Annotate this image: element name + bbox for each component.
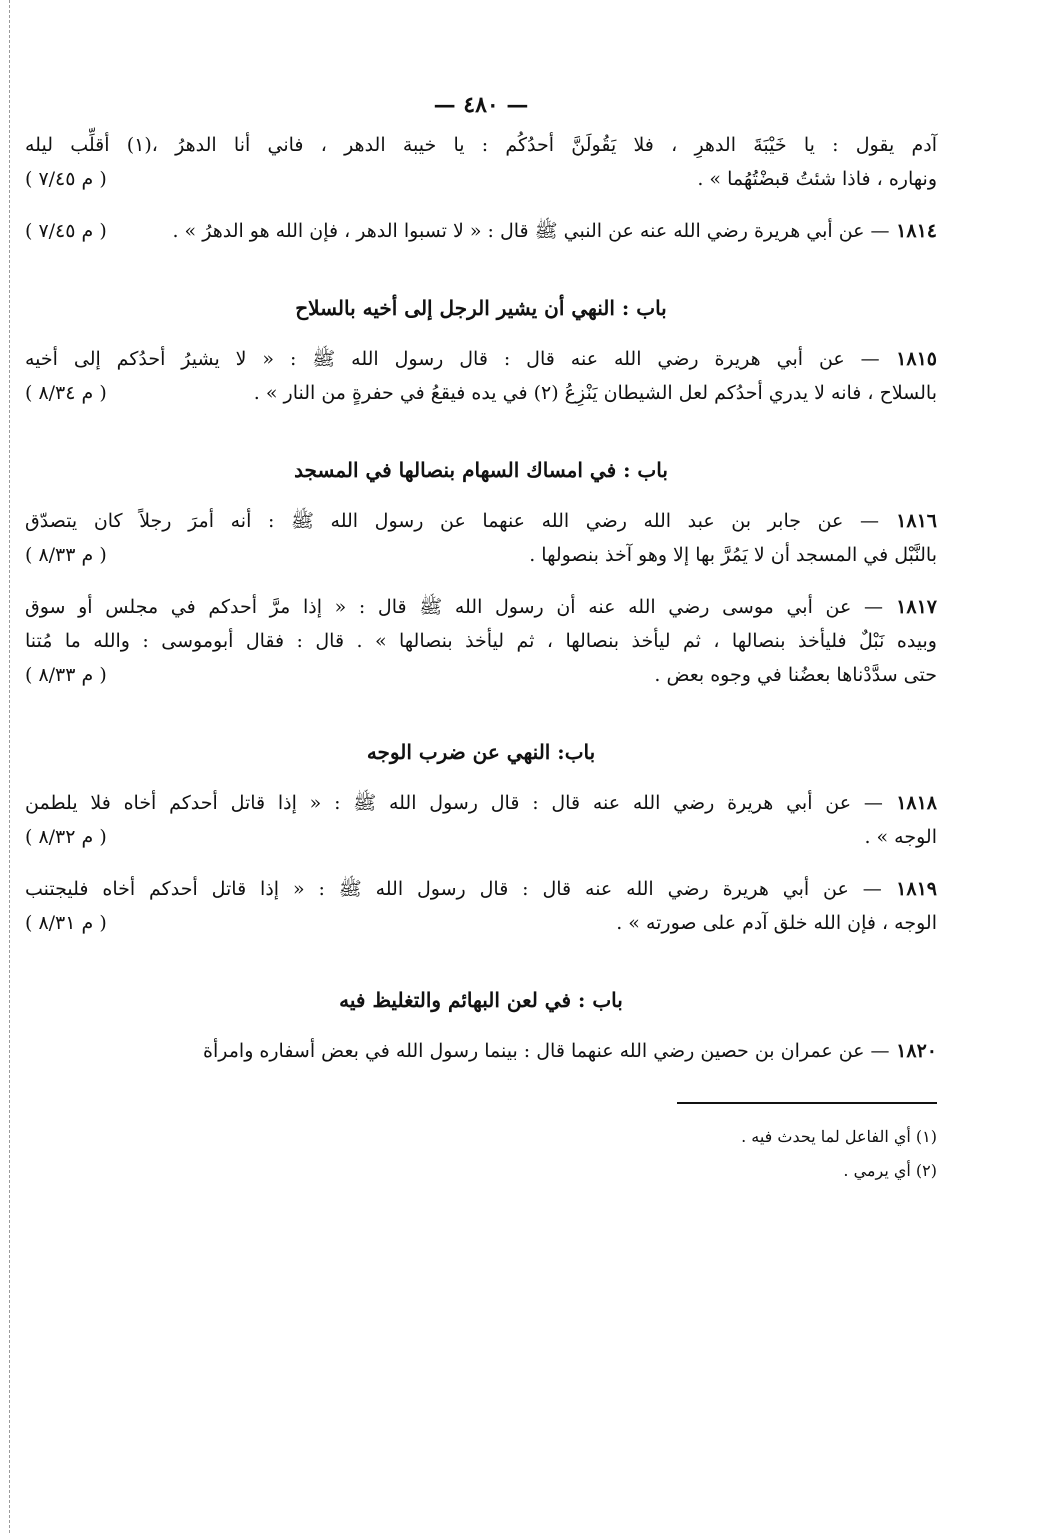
paragraph-line-text [529,538,937,572]
page-content [25,128,937,1068]
page-number: — ٤٨٠ — [433,92,529,118]
hadith-number: ١٨١٤ [889,220,937,242]
paragraph-line: وبيده نَبْلٌ فليأخذ بنصالها ، ثم ليأخذ بنصالها ، ثم ليأخذ بنصالها » . قال : فقال أبوموسى : والله ما مُتنا [25,630,937,652]
hadith-number: ١٨٢٠ [889,1040,937,1062]
hadith-paragraph [25,214,937,248]
paragraph-line-text [616,906,937,940]
chapter-heading: باب : في لعن البهائم والتغليظ فيه [339,988,623,1012]
paragraph-line: الوجه » . [864,826,937,848]
paragraph-line: — عن أبي هريرة رضي الله عنه قال : قال رسول الله ﷺ : « إذا قاتل أحدكم أخاه فلا يلطمن [25,792,883,814]
paragraph-line-wrap [25,872,937,906]
paragraph-line: — عن أبي هريرة رضي الله عنه قال : قال رسول الله ﷺ : « لا يشيرُ أحدُكم إلى أخيه [25,348,880,370]
paragraph-line-text [864,820,937,854]
footnote-item: (١) أي الفاعل لما يحدث فيه . [741,1127,937,1146]
paragraph-line: — عن جابر بن عبد الله رضي الله عنهما عن رسول الله ﷺ : أنه أمرَ رجلاً كان يتصدّق [25,510,879,532]
footnotes [25,1120,937,1188]
paragraph-last-line [25,538,937,572]
paragraph-line: — عن أبي موسى رضي الله عنه أن رسول الله ﷺ قال : « إذا مرَّ أحدكم في مجلس أو سوق [25,596,883,618]
paragraph-line: ونهاره ، فاذا شئتُ قبضْتُهُما » . [697,168,937,190]
hadith-number: ١٨١٥ [879,348,937,370]
paragraph-last-line [25,820,937,854]
book-page [25,92,937,1188]
paragraph-line-wrap [25,504,937,538]
source-reference: ( م ٨/٣٢ ) [25,826,107,848]
paragraph-line-wrap [25,624,937,658]
paragraph-line: بالنَّبْل في المسجد أن لا يَمُرَّ بها إلا وهو آخذ بنصولها . [529,544,937,566]
paragraph-line: — عن أبي هريرة رضي الله عنه قال : قال رسول الله ﷺ : « إذا قاتل أحدكم أخاه فليجتنب [25,878,882,900]
hadith-number: ١٨١٩ [881,878,937,900]
source-reference: ( م ٨/٣٤ ) [25,382,107,404]
hadith-paragraph [25,128,937,196]
paragraph-line-text [697,162,937,196]
hadith-number: ١٨١٦ [878,510,937,532]
hadith-number: ١٨١٧ [882,596,937,618]
paragraph-line-wrap [25,590,937,624]
source-reference: ( م ٨/٣١ ) [25,912,107,934]
chapter-heading: باب : في امساك السهام بنصالها في المسجد [294,458,668,482]
hadith-paragraph [25,342,937,410]
chapter-heading: باب : النهي أن يشير الرجل إلى أخيه بالسلاح [295,296,667,320]
paragraph-last-line [25,376,937,410]
scan-edge-line [9,0,10,1533]
paragraph-line: الوجه ، فإن الله خلق آدم على صورته » . [616,912,937,934]
hadith-paragraph [25,786,937,854]
paragraph-line-wrap [25,128,937,162]
paragraph-last-line [25,906,937,940]
hadith-paragraph [25,872,937,940]
source-reference: ( م ٧/٤٥ ) [25,220,107,242]
paragraph-line: — عن عمران بن حصين رضي الله عنهما قال : بينما رسول الله في بعض أسفاره وامرأة [203,1040,890,1062]
paragraph-line-wrap [203,1040,937,1062]
paragraph-line: — عن أبي هريرة رضي الله عنه عن النبي ﷺ قال : « لا تسبوا الدهر ، فإن الله هو الدهرُ » . [172,220,890,242]
paragraph-line-wrap [25,786,937,820]
chapter-heading: باب: النهي عن ضرب الوجه [366,740,596,764]
hadith-paragraph [25,504,937,572]
paragraph-line: آدم يقول : يا خَيْبَةَ الدهرِ ، فلا يَقُولَنَّ أحدُكُم : يا خيبة الدهر ، فاني أنا الدهرُ ،(١) أقلِّب ليله [25,134,937,156]
hadith-paragraph [25,590,937,692]
source-reference: ( م ٧/٤٥ ) [25,168,107,190]
footnote-separator [677,1102,937,1104]
footnote-item: (٢) أي يرمي . [843,1161,937,1180]
paragraph-line-wrap [25,342,937,376]
paragraph-line-text [254,376,937,410]
paragraph-line: حتى سدَّدْناها بعضُنا في وجوه بعض . [654,664,937,686]
source-reference: ( م ٨/٣٣ ) [25,544,107,566]
paragraph-last-line [25,658,937,692]
paragraph-line-text [172,214,937,248]
paragraph-last-line [25,162,937,196]
source-reference: ( م ٨/٣٣ ) [25,664,107,686]
paragraph-line-text [654,658,937,692]
paragraph-last-line [25,214,937,248]
paragraph-line: بالسلاح ، فانه لا يدري أحدُكم لعل الشيطان يَنْزِعُ (٢) في يده فيقعُ في حفرةٍ من النار » . [253,382,937,404]
hadith-paragraph [25,1034,937,1068]
hadith-number: ١٨١٨ [882,792,938,814]
